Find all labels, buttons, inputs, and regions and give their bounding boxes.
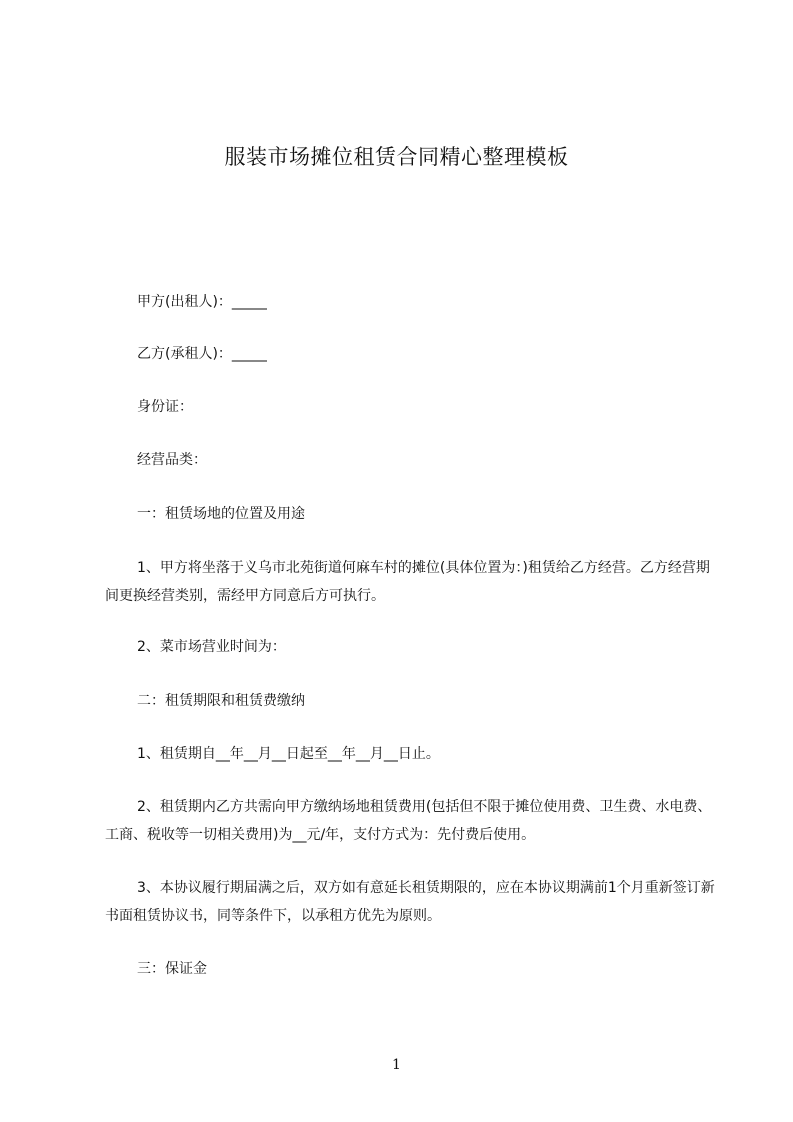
party-b-line: 乙方(承租人)：_____ bbox=[137, 346, 267, 362]
page-number: 1 bbox=[392, 1057, 401, 1073]
party-a-line: 甲方(出租人)：_____ bbox=[137, 294, 267, 310]
clause-market-hours: 2、菜市场营业时间为： bbox=[137, 639, 286, 655]
id-card-line: 身份证： bbox=[137, 399, 193, 415]
business-category-line: 经营品类： bbox=[137, 452, 207, 468]
document-title: 服装市场摊位租赁合同精心整理模板 bbox=[224, 145, 569, 169]
section-heading-lease-term: 二：租赁期限和租赁费缴纳 bbox=[137, 693, 305, 709]
clause-location: 1、甲方将坐落于义乌市北苑街道何麻车村的摊位(具体位置为：)租赁给乙方经营。乙方经营期间更换经营类别，需经甲方同意后方可执行。 bbox=[105, 560, 710, 604]
section-heading-deposit: 三：保证金 bbox=[137, 961, 207, 977]
clause-lease-period: 1、租赁期自__年__月__日起至__年__月__日止。 bbox=[137, 746, 440, 762]
clause-lease-fee: 2、租赁期内乙方共需向甲方缴纳场地租赁费用(包括但不限于摊位使用费、卫生费、水电费、工商、税收等一切相关费用)为__元/年，支付方式为：先付费后使用。 bbox=[105, 799, 712, 843]
section-heading-location: 一：租赁场地的位置及用途 bbox=[137, 506, 305, 522]
clause-renewal: 3、本协议履行期届满之后，双方如有意延长租赁期限的，应在本协议期满前1个月重新签订新书面租赁协议书，同等条件下，以承租方优先为原则。 bbox=[105, 880, 715, 924]
